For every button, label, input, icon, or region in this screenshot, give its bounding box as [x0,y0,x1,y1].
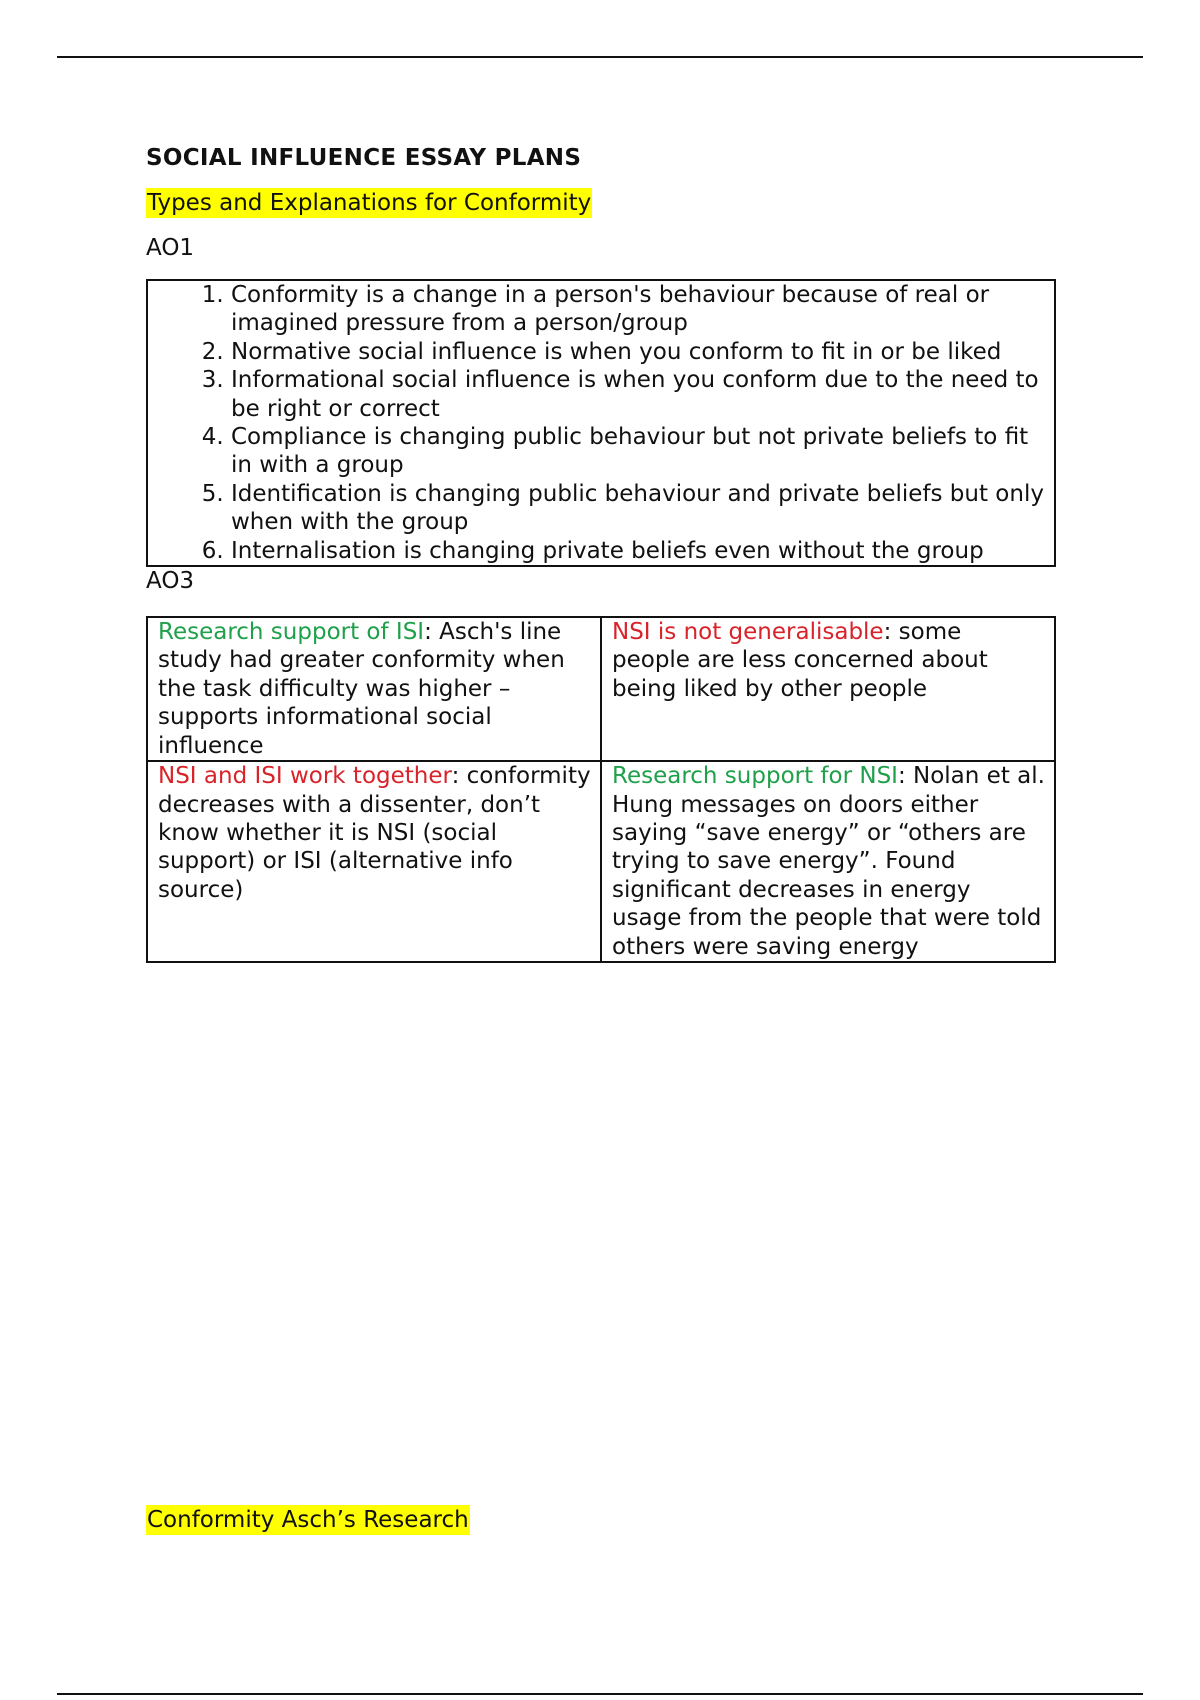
ao3-cell-text: : some people are less concerned about being liked by other people [612,619,988,702]
ao1-list [148,281,1054,565]
ao3-label: AO3 [146,568,195,595]
page-bottom-rule [57,1693,1143,1695]
ao1-point: 6. Internalisation is changing private beliefs even without the group [231,537,1044,565]
ao1-box [146,279,1056,567]
ao3-cell-label: NSI is not generalisable [612,619,884,646]
document-title: SOCIAL INFLUENCE ESSAY PLANS [146,145,582,171]
ao3-cell-text: : Asch's line study had greater conformity when the task difficulty was higher – supports informational social influence [158,619,565,759]
ao1-point: 5. Identification is changing public behaviour and private beliefs but only when with the group [231,480,1044,537]
ao3-cell-text: : conformity decreases with a dissenter, don’t know whether it is NSI (social support) or ISI (alternative info source) [158,763,591,903]
ao1-point: 4. Compliance is changing public behaviour but not private beliefs to fit in with a group [231,423,1044,480]
ao3-cell-label: Research support for NSI [612,763,898,790]
next-section [146,1505,470,1535]
ao3-cell-label: Research support of ISI [158,619,425,646]
ao3-cell [601,761,1055,962]
ao3-cell [147,617,601,761]
ao3-table [146,616,1056,963]
ao3-cell [601,617,1055,761]
table-row [147,761,1055,962]
table-row [147,617,1055,761]
ao3-cell [147,761,601,962]
ao3-cell-label: NSI and ISI work together [158,763,452,790]
page-top-rule [57,56,1143,58]
ao1-point: 3. Informational social influence is when you conform due to the need to be right or correct [231,366,1044,423]
ao1-point: 1. Conformity is a change in a person's behaviour because of real or imagined pressure from a person/group [231,281,1044,338]
ao1-label: AO1 [146,235,195,261]
document-body [146,142,1056,963]
section-heading-highlighted: Types and Explanations for Conformity [147,190,592,216]
next-section-heading-highlighted: Conformity Asch’s Research [147,1507,469,1533]
ao3-cell-text: : Nolan et al. Hung messages on doors either saying “save energy” or “others are trying to save energy”. Found significant decreases in energy usage from the people that were told others were saving energy [612,763,1045,960]
ao1-point: 2. Normative social influence is when you conform to fit in or be liked [231,338,1044,366]
